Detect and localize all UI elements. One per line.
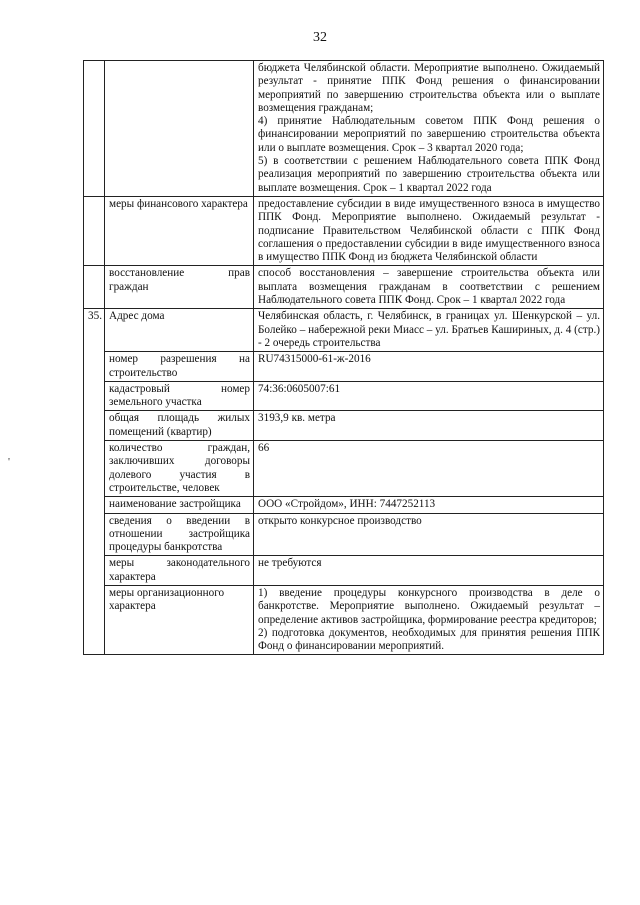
- row-label-cell: меры организационного характера: [105, 585, 254, 654]
- row-value-cell: [254, 585, 604, 654]
- table-row: [84, 513, 604, 556]
- table-row: [84, 352, 604, 382]
- table-row: [84, 61, 604, 197]
- table-row: [84, 266, 604, 309]
- row-value-cell: [254, 61, 604, 197]
- document-table: [83, 60, 604, 655]
- row-value-cell: не требуются: [254, 556, 604, 586]
- table-row: [84, 309, 604, 352]
- row-value-cell: 3193,9 кв. метра: [254, 411, 604, 441]
- row-label-cell: восстановление прав граждан: [105, 266, 254, 309]
- row-value-cell: Челябинская область, г. Челябинск, в границах ул. Шенкурской – ул. Болейко – набережной реки Миасс – ул. Братьев Кашириных, д. 4 (стр.) - 2 очередь строительства: [254, 309, 604, 352]
- row-value-cell: RU74315000-61-ж-2016: [254, 352, 604, 382]
- text-line: 5) в соответствии с решением Наблюдательного совета ППК Фонд реализация мероприятий по завершению строительства объекта или выплате возмещения. Срок – 1 квартал 2022 года: [258, 155, 600, 194]
- row-value-cell: ООО «Стройдом», ИНН: 7447252113: [254, 497, 604, 513]
- table-row: [84, 381, 604, 411]
- row-value-cell: 66: [254, 441, 604, 497]
- margin-mark: ': [8, 456, 10, 468]
- row-number-cell: [84, 196, 105, 265]
- row-label-cell: номер разрешения на строительство: [105, 352, 254, 382]
- row-label-cell: общая площадь жилых помещений (квартир): [105, 411, 254, 441]
- table-row: [84, 585, 604, 654]
- table-row: [84, 556, 604, 586]
- table-row: [84, 441, 604, 497]
- table-row: [84, 497, 604, 513]
- row-value-cell: способ восстановления – завершение строительства объекта или выплата возмещения гражданам в соответствии с решением Наблюдательного совета ППК Фонд. Срок – 1 квартал 2022 года: [254, 266, 604, 309]
- row-label-cell: меры финансового характера: [105, 196, 254, 265]
- row-label-cell: [105, 61, 254, 197]
- text-line: 2) подготовка документов, необходимых для принятия решения ППК Фонд о финансировании мероприятий.: [258, 626, 600, 653]
- row-number-cell: [84, 61, 105, 197]
- row-label-cell: количество граждан, заключивших договоры долевого участия в строительстве, человек: [105, 441, 254, 497]
- page-number: 32: [313, 30, 327, 45]
- row-value-cell: 74:36:0605007:61: [254, 381, 604, 411]
- text-line: бюджета Челябинской области. Мероприятие выполнено. Ожидаемый результат - принятие ППК Фонд решения о финансировании мероприятий по завершению строительства объекта или о выплате возмещения гражданам;: [258, 62, 600, 114]
- row-label-cell: сведения о введении в отношении застройщика процедуры банкротства: [105, 513, 254, 556]
- entry-number: 35.: [84, 309, 105, 655]
- row-value-cell: открыто конкурсное производство: [254, 513, 604, 556]
- text-line: 1) введение процедуры конкурсного производства в деле о банкротстве. Мероприятие выполнено. Ожидаемый результат – определение активов застройщика, формирование реестра кредиторов;: [258, 586, 600, 626]
- row-number-cell: [84, 266, 105, 309]
- text-line: 4) принятие Наблюдательным советом ППК Фонд решения о финансировании мероприятий по завершению строительства объекта или о выплате возмещения. Срок – 3 квартал 2020 года;: [258, 115, 600, 154]
- table-row: [84, 411, 604, 441]
- row-label-cell: наименование застройщика: [105, 497, 254, 513]
- row-label-cell: кадастровый номер земельного участка: [105, 381, 254, 411]
- row-value-cell: предоставление субсидии в виде имущественного взноса в имущество ППК Фонд. Мероприятие выполнено. Ожидаемый результат - подписание Правительством Челябинской области с ППК Фонд соглашения о предоставлении субсидии в виде имущественного взноса в имущество ППК Фонд из бюджета Челябинской области: [254, 196, 604, 265]
- table-row: [84, 196, 604, 265]
- row-label-cell: Адрес дома: [105, 309, 254, 352]
- row-label-cell: меры законодательного характера: [105, 556, 254, 586]
